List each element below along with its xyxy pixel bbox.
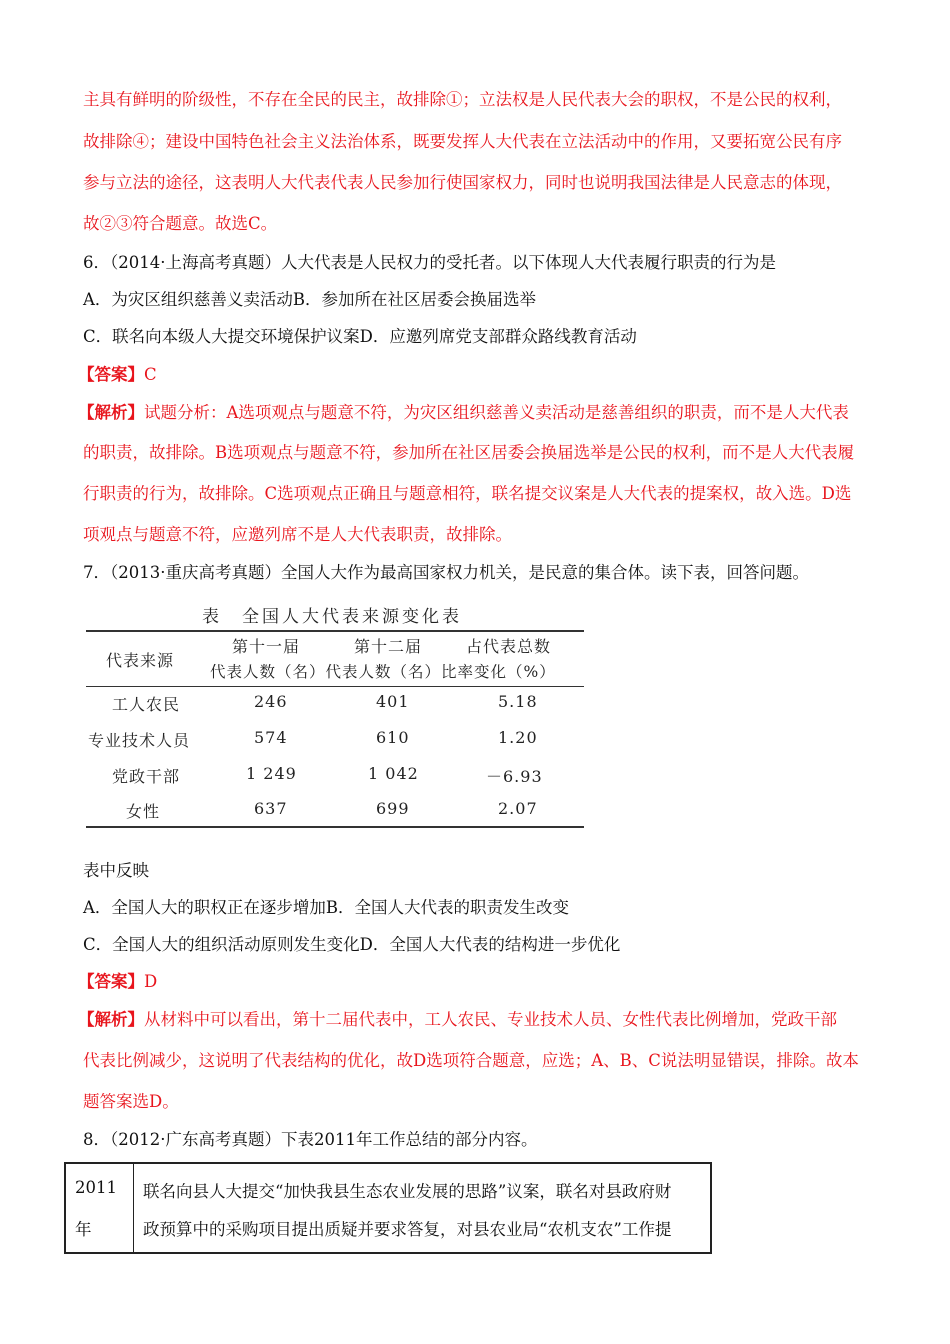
q8-stem: 8．（2012·广东高考真题）下表2011年工作总结的部分内容。 bbox=[83, 1130, 538, 1149]
intro-analysis-line: 参与立法的途径，这表明人大代表代表人民参加行使国家权力，同时也说明我国法律是人民意志的体现， bbox=[83, 173, 842, 192]
row-change: 1.20 bbox=[498, 728, 538, 747]
row-change: 5.18 bbox=[498, 692, 538, 711]
q6-analysis-first bbox=[78, 403, 849, 423]
table-caption: 表 全国人大代表来源变化表 bbox=[202, 607, 462, 627]
q6-options-ab: A．为灾区组织慈善义卖活动B．参加所在社区居委会换届选举 bbox=[83, 290, 537, 309]
year-cell bbox=[66, 1164, 134, 1252]
table-top-rule bbox=[86, 630, 584, 632]
row-source: 工人农民 bbox=[112, 695, 181, 714]
row-n11: 637 bbox=[254, 799, 288, 818]
q7-analysis-line: 题答案选D。 bbox=[83, 1092, 179, 1111]
intro-analysis-line: 主具有鲜明的阶级性，不存在全民的民主，故排除①；立法权是人民代表大会的职权，不是公民的权利， bbox=[83, 90, 842, 109]
work-summary-table bbox=[64, 1162, 712, 1254]
q7-after-table: 表中反映 bbox=[83, 861, 149, 880]
answer-label: 【答案】 bbox=[78, 972, 144, 991]
analysis-label: 【解析】 bbox=[78, 1010, 144, 1029]
row-n11: 246 bbox=[254, 692, 288, 711]
intro-analysis-line: 故排除④；建设中国特色社会主义法治体系，既要发挥人大代表在立法活动中的作用，又要拓宽公民有序 bbox=[83, 132, 842, 151]
q6-analysis-line: 的职责，故排除。B选项观点与题意不符，参加所在社区居委会换届选举是公民的权利，而不是人大代表履 bbox=[83, 443, 855, 462]
content-line: 联名向县人大提交“加快我县生态农业发展的思路”议案，联名对县政府财 bbox=[143, 1182, 672, 1201]
header-share: 占代表总数 bbox=[466, 637, 552, 656]
answer-value: D bbox=[144, 972, 158, 991]
row-change: 2.07 bbox=[498, 799, 538, 818]
row-source: 女性 bbox=[126, 802, 161, 821]
answer-label: 【答案】 bbox=[78, 365, 144, 384]
q7-answer bbox=[78, 972, 157, 992]
row-n11: 574 bbox=[254, 728, 288, 747]
q6-analysis-line: 项观点与题意不符，应邀列席不是人大代表职责，故排除。 bbox=[83, 525, 512, 544]
analysis-label: 【解析】 bbox=[78, 403, 144, 422]
header-12th: 第十二届 bbox=[354, 637, 423, 656]
q6-analysis-line: 行职责的行为，故排除。C选项观点正确且与题意相符，联名提交议案是人大代表的提案权，故入选。D选 bbox=[83, 484, 852, 503]
q6-options-cd: C．联名向本级人大提交环境保护议案D．应邀列席党支部群众路线教育活动 bbox=[83, 327, 637, 346]
q6-stem: 6．（2014·上海高考真题）人大代表是人民权力的受托者。以下体现人大代表履行职责的行为是 bbox=[83, 253, 776, 272]
table-bottom-rule bbox=[86, 826, 584, 828]
q7-stem: 7．（2013·重庆高考真题）全国人大作为最高国家权力机关，是民意的集合体。读下表，回答问题。 bbox=[83, 563, 809, 582]
q7-options-cd: C．全国人大的组织活动原则发生变化D．全国人大代表的结构进一步优化 bbox=[83, 935, 621, 954]
row-n12: 401 bbox=[376, 692, 410, 711]
intro-analysis-line: 故②③符合题意。故选C。 bbox=[83, 214, 278, 233]
deputies-source-table bbox=[82, 598, 586, 830]
year-line: 年 bbox=[75, 1220, 92, 1239]
row-n12: 699 bbox=[376, 799, 410, 818]
table-header-rule bbox=[86, 686, 584, 687]
year-line: 2011 bbox=[75, 1178, 117, 1197]
q7-analysis-line: 代表比例减少，这说明了代表结构的优化，故D选项符合题意，应选；A、B、C说法明显错误，排除。故本 bbox=[83, 1051, 859, 1070]
q7-options-ab: A．全国人大的职权正在逐步增加B．全国人大代表的职责发生改变 bbox=[83, 898, 570, 917]
analysis-text: 试题分析：A选项观点与题意不符，为灾区组织慈善义卖活动是慈善组织的职责，而不是人大代表 bbox=[144, 403, 849, 422]
row-n11: 1 249 bbox=[246, 764, 297, 783]
content-line: 政预算中的采购项目提出质疑并要求答复，对县农业局“农机支农”工作提 bbox=[143, 1220, 672, 1239]
row-n12: 1 042 bbox=[368, 764, 419, 783]
row-change: －6.93 bbox=[486, 767, 543, 786]
q7-analysis-first bbox=[78, 1010, 837, 1030]
analysis-text: 从材料中可以看出，第十二届代表中，工人农民、专业技术人员、女性代表比例增加，党政干部 bbox=[144, 1010, 837, 1029]
header-subline: 代表人数（名）代表人数（名）比率变化（%） bbox=[210, 663, 556, 681]
row-source: 党政干部 bbox=[112, 767, 181, 786]
answer-value: C bbox=[144, 365, 157, 384]
header-11th: 第十一届 bbox=[232, 637, 301, 656]
header-source: 代表来源 bbox=[106, 651, 175, 670]
q6-answer bbox=[78, 365, 157, 385]
row-n12: 610 bbox=[376, 728, 410, 747]
row-source: 专业技术人员 bbox=[88, 731, 191, 750]
